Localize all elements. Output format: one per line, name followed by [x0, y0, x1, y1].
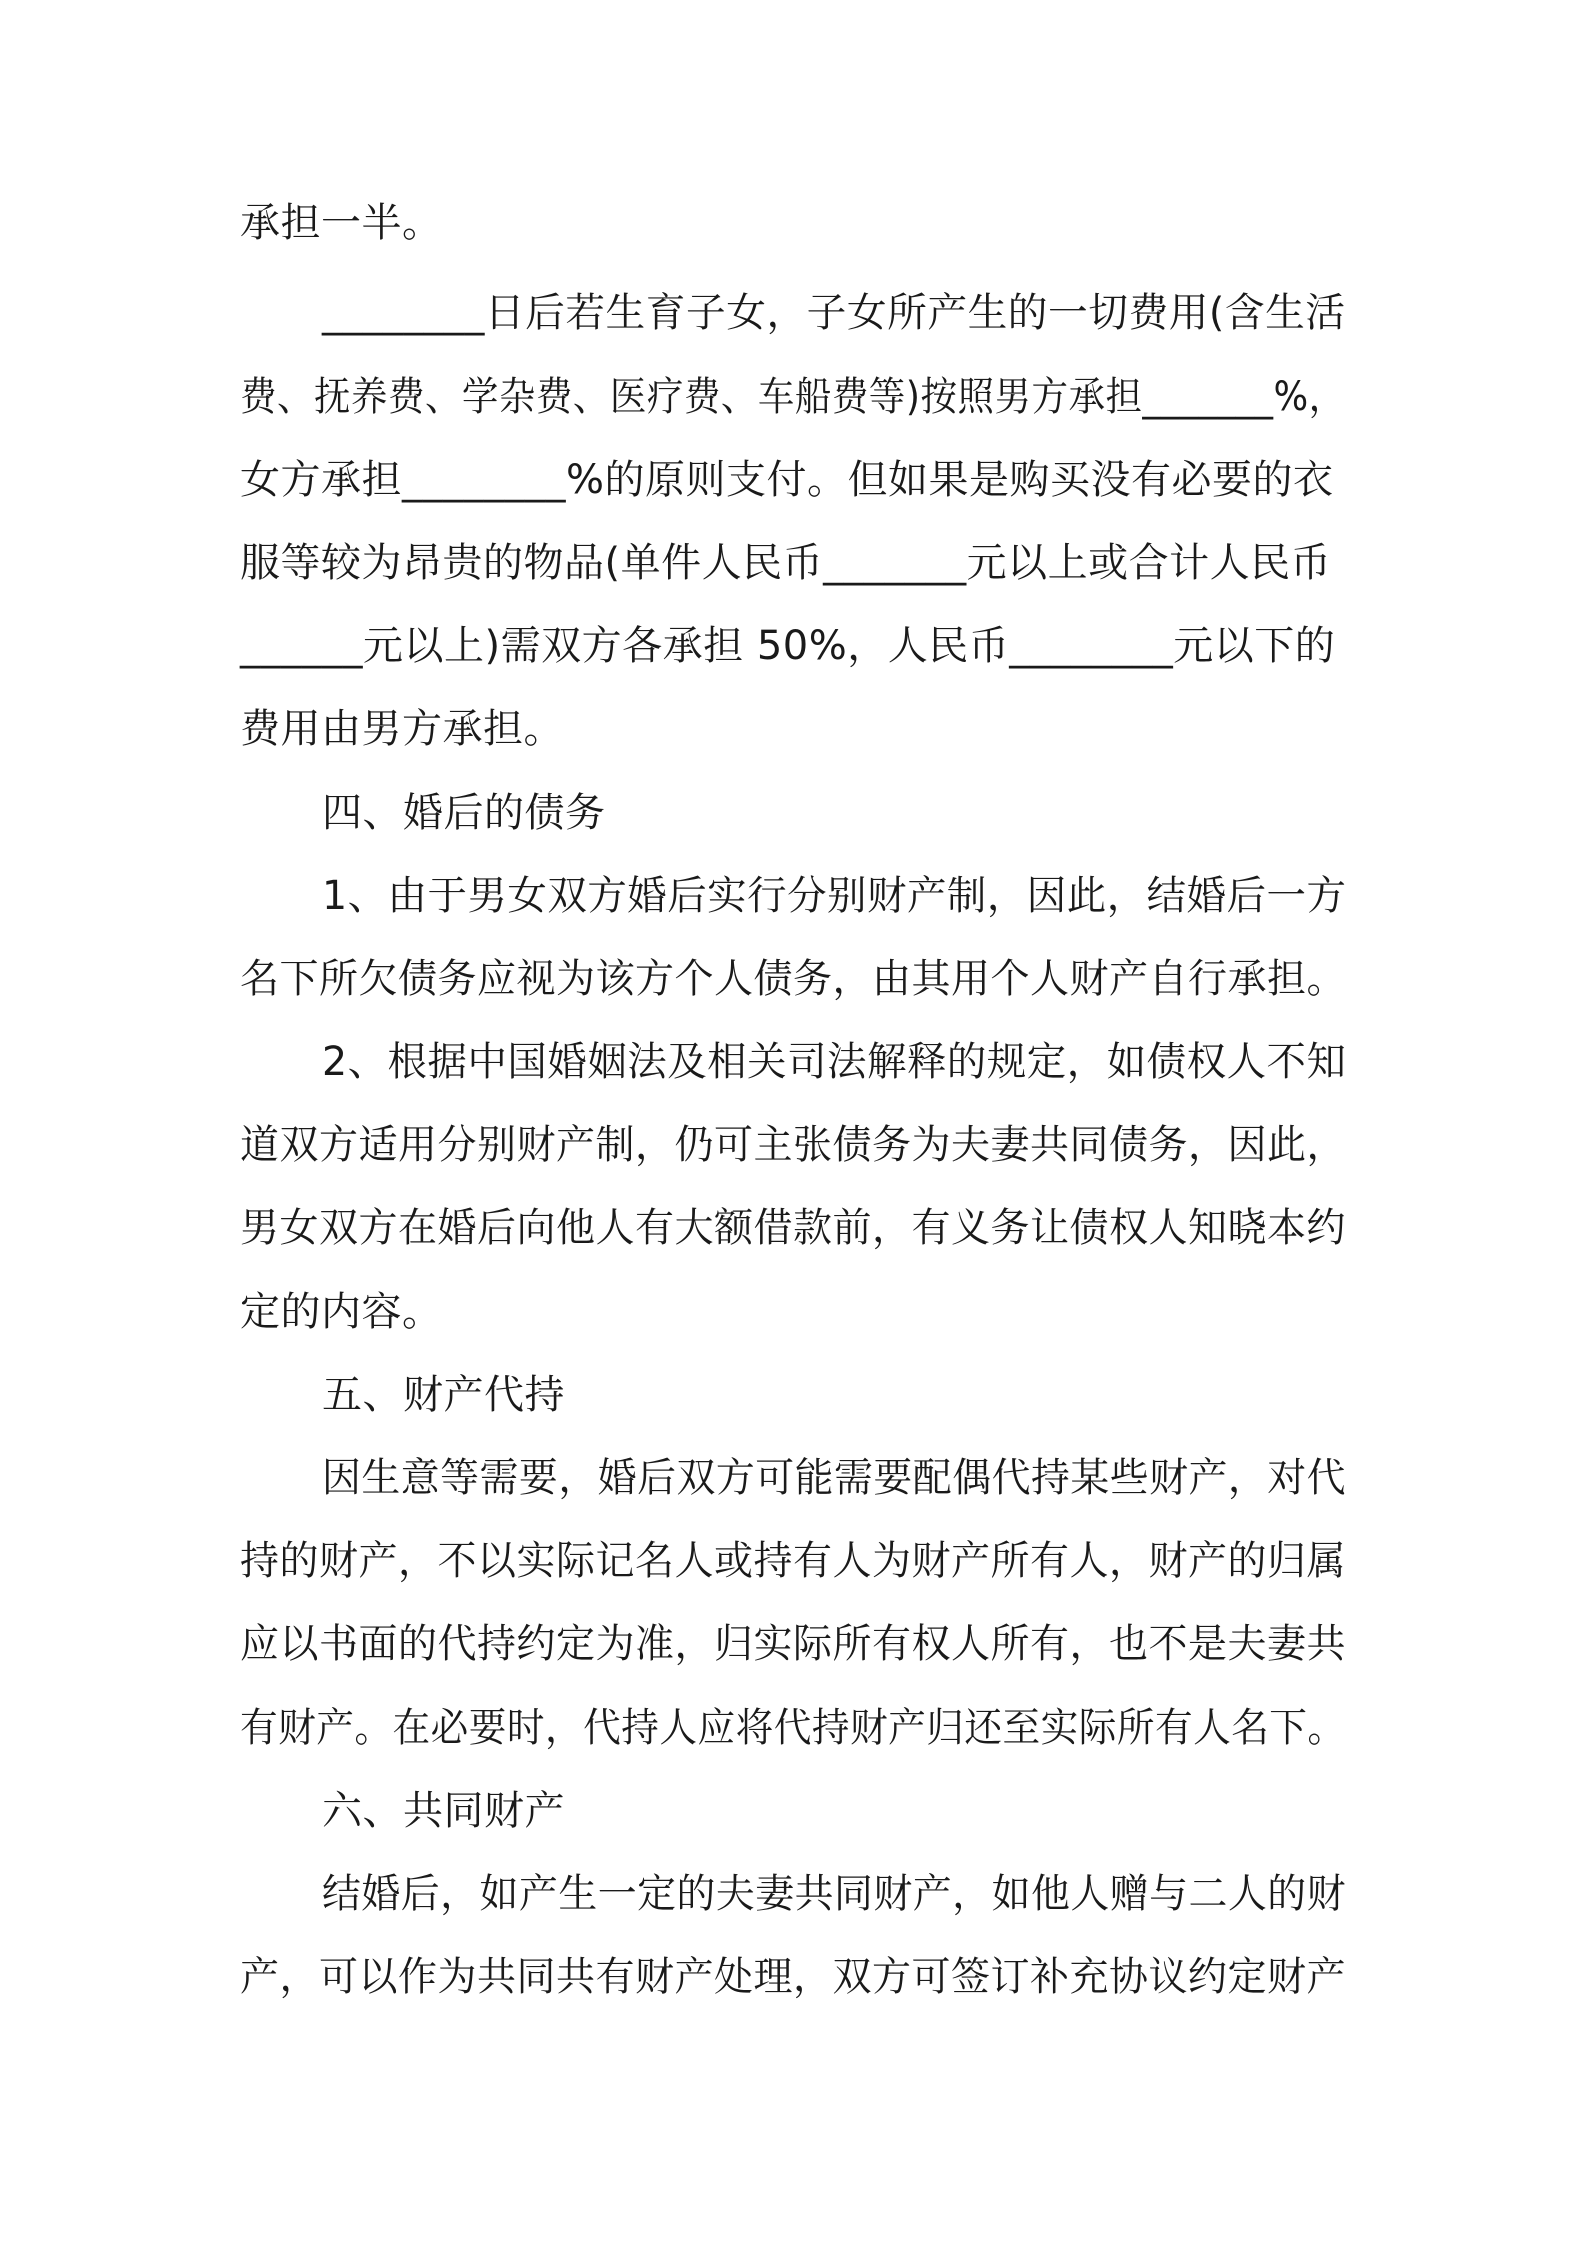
text-line: 费、抚养费、学杂费、医疗费、车船费等)按照男方承担_______%，: [240, 374, 1346, 420]
text-line: 承担一半。: [240, 200, 443, 246]
text-line: 持的财产，不以实际记名人或持有人为财产所有人，财产的归属: [240, 1538, 1346, 1584]
text-line: 产，可以作为共同共有财产处理，双方可签订补充协议约定财产: [240, 1954, 1346, 2000]
text-line: 名下所欠债务应视为该方个人债务，由其用个人财产自行承担。: [240, 956, 1346, 1002]
text-line: 男女双方在婚后向他人有大额借款前，有义务让债权人知晓本约: [240, 1205, 1346, 1251]
text-line: 结婚后，如产生一定的夫妻共同财产，如他人赠与二人的财: [322, 1871, 1347, 1917]
text-line: 有财产。在必要时，代持人应将代持财产归还至实际所有人名下。: [240, 1705, 1346, 1751]
text-line: 定的内容。: [240, 1289, 443, 1335]
text-line: ________日后若生育子女，子女所产生的一切费用(含生活: [322, 290, 1346, 336]
text-line: 1、由于男女双方婚后实行分别财产制，因此，结婚后一方: [322, 873, 1347, 919]
text-line: 应以书面的代持约定为准，归实际所有权人所有，也不是夫妻共: [240, 1621, 1346, 1667]
text-line: 费用由男方承担。: [240, 706, 564, 752]
text-line: 女方承担________%的原则支付。但如果是购买没有必要的衣: [240, 457, 1334, 503]
section-heading: 五、财产代持: [322, 1372, 565, 1418]
section-heading: 四、婚后的债务: [322, 790, 606, 836]
text-line: ______元以上)需双方各承担 50%，人民币________元以下的: [240, 623, 1336, 669]
text-line: 2、根据中国婚姻法及相关司法解释的规定，如债权人不知: [322, 1039, 1347, 1085]
text-line: 道双方适用分别财产制，仍可主张债务为夫妻共同债务，因此，: [240, 1122, 1346, 1168]
text-line: 因生意等需要，婚后双方可能需要配偶代持某些财产，对代: [322, 1455, 1347, 1501]
text-line: 服等较为昂贵的物品(单件人民币_______元以上或合计人民币: [240, 540, 1332, 586]
section-heading: 六、共同财产: [322, 1788, 565, 1834]
